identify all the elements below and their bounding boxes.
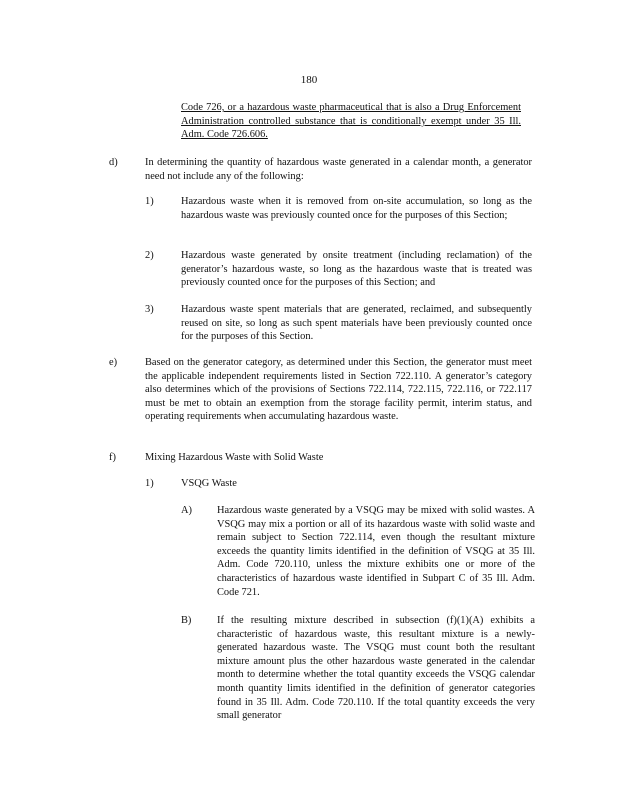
- item-f-label: f): [109, 452, 116, 463]
- intro-continuation: Code 726, or a hazardous waste pharmaceutical that is also a Drug Enforcement Administration controlled substance that is conditionally exempt under 35 Ill. Adm. Code 726.606.: [181, 102, 521, 141]
- item-f1A-text: Hazardous waste generated by a VSQG may be mixed with solid wastes. A VSQG may mix a portion or all of its hazardous waste with solid waste and remain subject to Section 722.114, even though the resultant mixture exceeds the quantity limits identified in the definition of VSQG at 35 Ill. Adm. Code 720.110, unless the mixture exhibits one or more of the characteristics of hazardous waste identified in Subpart C of 35 Ill. Adm. Code 721.: [217, 505, 535, 598]
- item-f1B-label: B): [181, 615, 192, 626]
- page-number: 180: [300, 74, 318, 86]
- item-d1-text: Hazardous waste when it is removed from on-site accumulation, so long as the hazardous waste was previously counted once for the purposes of this Section;: [181, 196, 532, 221]
- item-f-heading: Mixing Hazardous Waste with Solid Waste: [145, 452, 324, 463]
- item-f1-heading: VSQG Waste: [181, 478, 237, 489]
- item-d2-label: 2): [145, 250, 154, 261]
- item-d-text: In determining the quantity of hazardous waste generated in a calendar month, a generator need not include any of the following:: [145, 157, 532, 182]
- item-f1-label: 1): [145, 478, 154, 489]
- item-e-text: Based on the generator category, as determined under this Section, the generator must meet the applicable independent requirements listed in Section 722.110. A generator’s category also determines which of the provisions of Sections 722.114, 722.115, 722.116, or 722.117 must be met to obtain an exemption from the storage facility permit, interim status, and operating requirements when accumulating hazardous waste.: [145, 357, 532, 423]
- item-d-label: d): [109, 157, 118, 168]
- item-f1B-text: If the resulting mixture described in subsection (f)(1)(A) exhibits a characteristic of hazardous waste, this resultant mixture is a newly-generated hazardous waste. The VSQG must count both the resultant mixture amount plus the other hazardous waste generated in the calendar month to determine whether the total quantity exceeds the VSQG calendar month quantity limits identified in the definition of generator categories found in 35 Ill. Adm. Code 720.110. If the total quantity exceeds the very small generator: [217, 615, 535, 722]
- item-d3-label: 3): [145, 304, 154, 315]
- item-e-label: e): [109, 357, 118, 368]
- item-d2-text: Hazardous waste generated by onsite treatment (including reclamation) of the generator’s hazardous waste, so long as the hazardous waste that is treated was previously counted once for the purposes of this Section; and: [181, 250, 532, 289]
- item-d3-text: Hazardous waste spent materials that are generated, reclaimed, and subsequently reused on site, so long as such spent materials have been previously counted once for the purposes of this Section.: [181, 304, 532, 343]
- item-d1-label: 1): [145, 196, 154, 207]
- item-f1A-label: A): [181, 505, 192, 516]
